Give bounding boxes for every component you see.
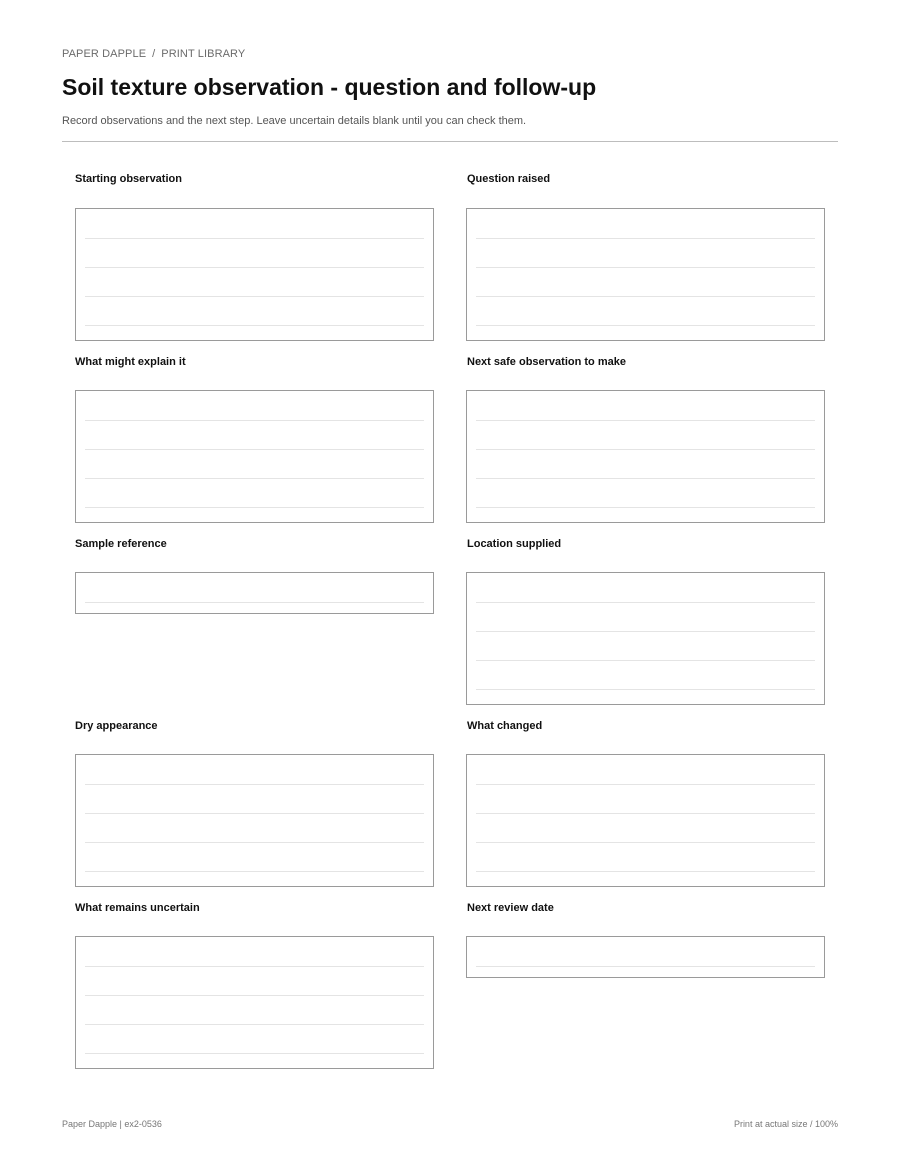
writing-line: [85, 420, 424, 421]
writing-line: [476, 325, 815, 326]
writing-line: [476, 813, 815, 814]
writing-line: [476, 267, 815, 268]
starting-observation-field[interactable]: [75, 208, 434, 341]
sample-reference-field[interactable]: [75, 572, 434, 614]
question-raised-field[interactable]: [466, 208, 825, 341]
writing-line: [85, 813, 424, 814]
what-changed-label: What changed: [467, 720, 543, 732]
writing-line: [85, 1053, 424, 1054]
writing-line: [85, 325, 424, 326]
location-supplied-label: Location supplied: [467, 538, 562, 550]
breadcrumb-section[interactable]: PRINT LIBRARY: [161, 48, 246, 60]
what-might-explain-it-field[interactable]: [75, 390, 434, 523]
writing-line: [85, 784, 424, 785]
writing-line: [85, 238, 424, 239]
starting-observation-label: Starting observation: [75, 173, 182, 185]
writing-line: [476, 660, 815, 661]
writing-line: [85, 1024, 424, 1025]
writing-line: [476, 871, 815, 872]
writing-line: [85, 871, 424, 872]
writing-line: [476, 966, 815, 967]
writing-line: [85, 842, 424, 843]
next-safe-observation-field[interactable]: [466, 390, 825, 523]
footer-document-id: Paper Dapple | ex2-0536: [62, 1119, 162, 1129]
writing-line: [476, 602, 815, 603]
writing-line: [476, 420, 815, 421]
writing-line: [476, 238, 815, 239]
sample-reference-label: Sample reference: [75, 538, 167, 550]
next-review-date-field[interactable]: [466, 936, 825, 978]
page-title: Soil texture observation - question and follow-up: [62, 74, 597, 100]
question-raised-label: Question raised: [467, 173, 551, 185]
writing-line: [85, 449, 424, 450]
what-might-explain-it-label: What might explain it: [75, 356, 186, 368]
writing-line: [85, 267, 424, 268]
page-subtitle: Record observations and the next step. Leave uncertain details blank until you can check them.: [62, 115, 527, 127]
writing-line: [476, 784, 815, 785]
footer-print-note: Print at actual size / 100%: [733, 1119, 838, 1129]
writing-line: [476, 296, 815, 297]
writing-line: [85, 995, 424, 996]
writing-line: [476, 507, 815, 508]
next-safe-observation-label: Next safe observation to make: [467, 356, 626, 368]
writing-line: [476, 449, 815, 450]
writing-line: [85, 296, 424, 297]
what-remains-uncertain-field[interactable]: [75, 936, 434, 1069]
breadcrumb-site[interactable]: PAPER DAPPLE: [62, 48, 147, 60]
dry-appearance-label: Dry appearance: [75, 720, 158, 732]
writing-line: [85, 966, 424, 967]
what-changed-field[interactable]: [466, 754, 825, 887]
header-divider: [62, 141, 838, 142]
writing-line: [476, 478, 815, 479]
breadcrumb: [62, 48, 245, 60]
what-remains-uncertain-label: What remains uncertain: [75, 902, 200, 914]
breadcrumb-separator: /: [152, 48, 156, 60]
dry-appearance-field[interactable]: [75, 754, 434, 887]
writing-line: [85, 602, 424, 603]
writing-line: [476, 631, 815, 632]
writing-line: [85, 507, 424, 508]
writing-line: [85, 478, 424, 479]
next-review-date-label: Next review date: [467, 902, 554, 914]
writing-line: [476, 842, 815, 843]
location-supplied-field[interactable]: [466, 572, 825, 705]
writing-line: [476, 689, 815, 690]
